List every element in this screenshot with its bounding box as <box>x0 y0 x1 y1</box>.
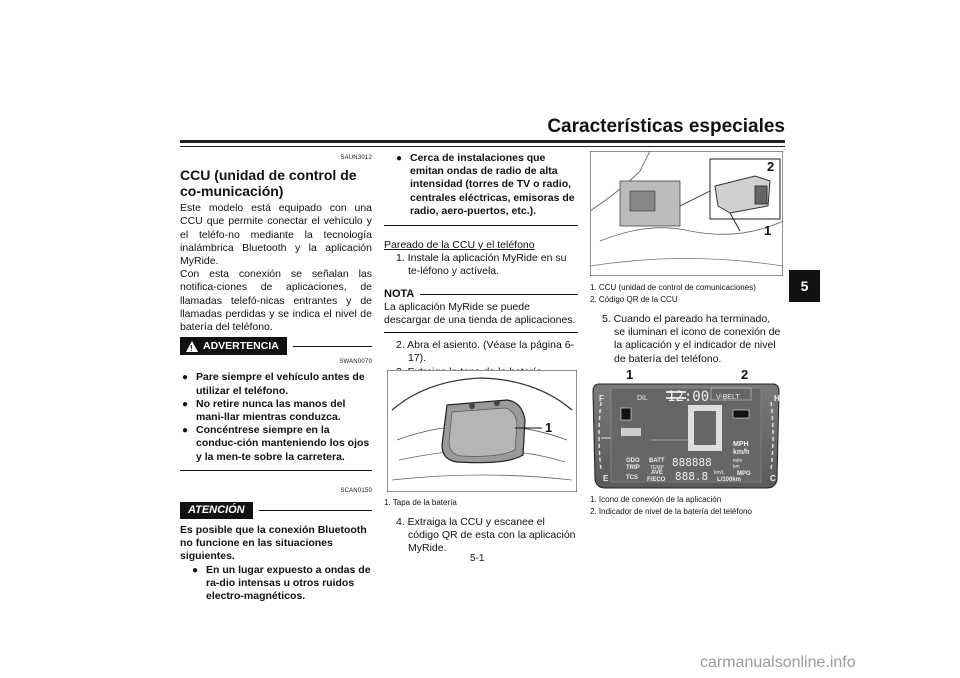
step-block <box>590 313 784 366</box>
nota-end-rule <box>384 332 578 333</box>
attention-label: ATENCIÓN <box>180 502 253 519</box>
temp-hot-label: H <box>774 394 780 403</box>
callout-1: 1 <box>545 420 553 435</box>
warning-label-box <box>180 337 287 355</box>
page-number: 5-1 <box>470 553 485 564</box>
page-title: Características especiales <box>547 116 785 137</box>
attention-item: ● Cerca de instalaciones que emitan ondas de radio de alta intensidad (torres de TV o radio, centrales eléctricas, emisoras de radio, aero-puertos, etc.). <box>394 152 578 218</box>
nota-rule <box>420 294 578 295</box>
warning-triangle-icon: ! <box>186 341 198 352</box>
economy-unit-kml: km/L <box>714 470 725 476</box>
vbelt-label: V-BELT <box>716 394 740 401</box>
callout-1: 1 <box>626 367 634 382</box>
attention-end-rule <box>384 225 578 226</box>
ccu-figure <box>590 151 783 276</box>
economy-unit-mpg: MPG <box>737 471 751 477</box>
warning-item: ● Pare siempre el vehículo antes de utilizar el teléfono. <box>180 371 372 397</box>
step-item: 5. Cuando el pareado ha terminado, se iluminan el icono de conexión de la aplicación y el indicador de nivel de batería del teléfono. <box>602 313 781 365</box>
step-block <box>384 516 578 556</box>
step-item: 1. Instale la aplicación MyRide en su te-léfono y actívela. <box>396 252 567 278</box>
watermark: carmanualsonline.info <box>700 654 856 671</box>
figure-caption: 1. Tapa de la batería <box>384 498 457 507</box>
chapter-tab: 5 <box>789 270 820 302</box>
temp-cold-label: C <box>770 474 776 483</box>
intro-paragraph: Este modelo está equipado con una CCU que permite conectar el vehículo y el teléfo-no mediante la tecnología inalámbrica Bluetooth y la aplicación MyRide. <box>180 202 372 268</box>
distance-unit-km: km <box>733 464 740 470</box>
warning-header <box>180 337 372 355</box>
attention-list-cont <box>384 152 578 218</box>
intro-paragraph-2: Con esta conexión se señalan las notifica-ciones de aplicaciones, de llamadas telefó-nicas entrantes y de llamadas perdidas y se indica el nivel de batería del teléfono. <box>180 268 372 334</box>
attention-rule <box>259 510 372 511</box>
batt-label: BATT <box>649 458 665 464</box>
nota-text: La aplicación MyRide se puede descargar de una tienda de aplicaciones. <box>384 300 576 327</box>
header-rule-thin <box>180 146 785 147</box>
figure-caption: 1. CCU (unidad de control de comunicaciones) <box>590 283 756 292</box>
speed-unit-kmh: km/h <box>733 449 750 456</box>
speed-unit-mph: MPH <box>733 441 749 448</box>
temp-label: TEMP <box>650 465 664 471</box>
header-rule <box>180 140 785 143</box>
warning-label: ADVERTENCIA <box>203 339 279 352</box>
warning-rule <box>293 346 372 347</box>
warning-item: ● Concéntrese siempre en la conduc-ción manteniendo los ojos y la men-te sobre la carretera. <box>180 424 372 464</box>
steps-list <box>384 252 578 278</box>
feco-label: F/ECO <box>647 477 666 483</box>
attention-list <box>180 564 372 604</box>
middle-column <box>384 152 578 379</box>
attention-text: Es posible que la conexión Bluetooth no funcione en las situaciones siguientes. <box>180 524 367 563</box>
doc-code: SWAN0070 <box>339 359 372 366</box>
fuel-full-label: F <box>599 394 604 403</box>
odo-label: ODO <box>626 458 640 464</box>
clock-display: 12:00 <box>667 389 710 405</box>
steps-list <box>590 313 784 366</box>
doc-code: SCAN0150 <box>340 487 372 494</box>
warning-end-rule <box>180 470 372 471</box>
attention-header <box>180 502 372 519</box>
nota-label: NOTA <box>384 287 415 300</box>
figure-caption: 2. Código QR de la CCU <box>590 295 678 304</box>
tcs-label: TCS <box>626 475 638 481</box>
warning-list <box>180 371 372 463</box>
figure-caption: 1. Icono de conexión de la aplicación <box>590 495 722 504</box>
callout-1: 1 <box>764 223 772 238</box>
step-item: 2. Abra el asiento. (Véase la página 6-17). <box>396 339 575 365</box>
dil-label: DIL <box>637 395 648 402</box>
section-title: CCU (unidad de control de co-municación) <box>180 167 357 200</box>
callout-2: 2 <box>767 159 775 174</box>
figure-caption: 2. Indicador de nivel de la batería del teléfono <box>590 507 752 516</box>
distance-unit-mile: mile <box>733 458 743 464</box>
fuel-economy-digits: 888.8 <box>675 470 709 483</box>
steps-list <box>384 516 578 556</box>
trip-label: TRIP <box>626 465 640 471</box>
warning-item: ● No retire nunca las manos del mani-llar mientras conduzca. <box>180 398 372 424</box>
nota-header <box>384 288 578 301</box>
odometer-digits: 888888 <box>672 456 712 469</box>
attention-item: ● En un lugar expuesto a ondas de ra-dio intensas u otros ruidos electro-magnéticos. <box>190 564 372 604</box>
fuel-empty-label: E <box>603 474 609 483</box>
callout-2: 2 <box>741 367 749 382</box>
left-column <box>180 152 372 603</box>
step-item: 4. Extraiga la CCU y escanee el código QR de esta con la aplicación MyRide. <box>396 516 576 555</box>
pairing-title: Pareado de la CCU y el teléfono <box>384 239 535 252</box>
economy-unit-l100km: L/100km <box>717 477 742 483</box>
doc-code: SAUN3012 <box>340 155 372 161</box>
ave-label: AVE <box>651 470 663 476</box>
